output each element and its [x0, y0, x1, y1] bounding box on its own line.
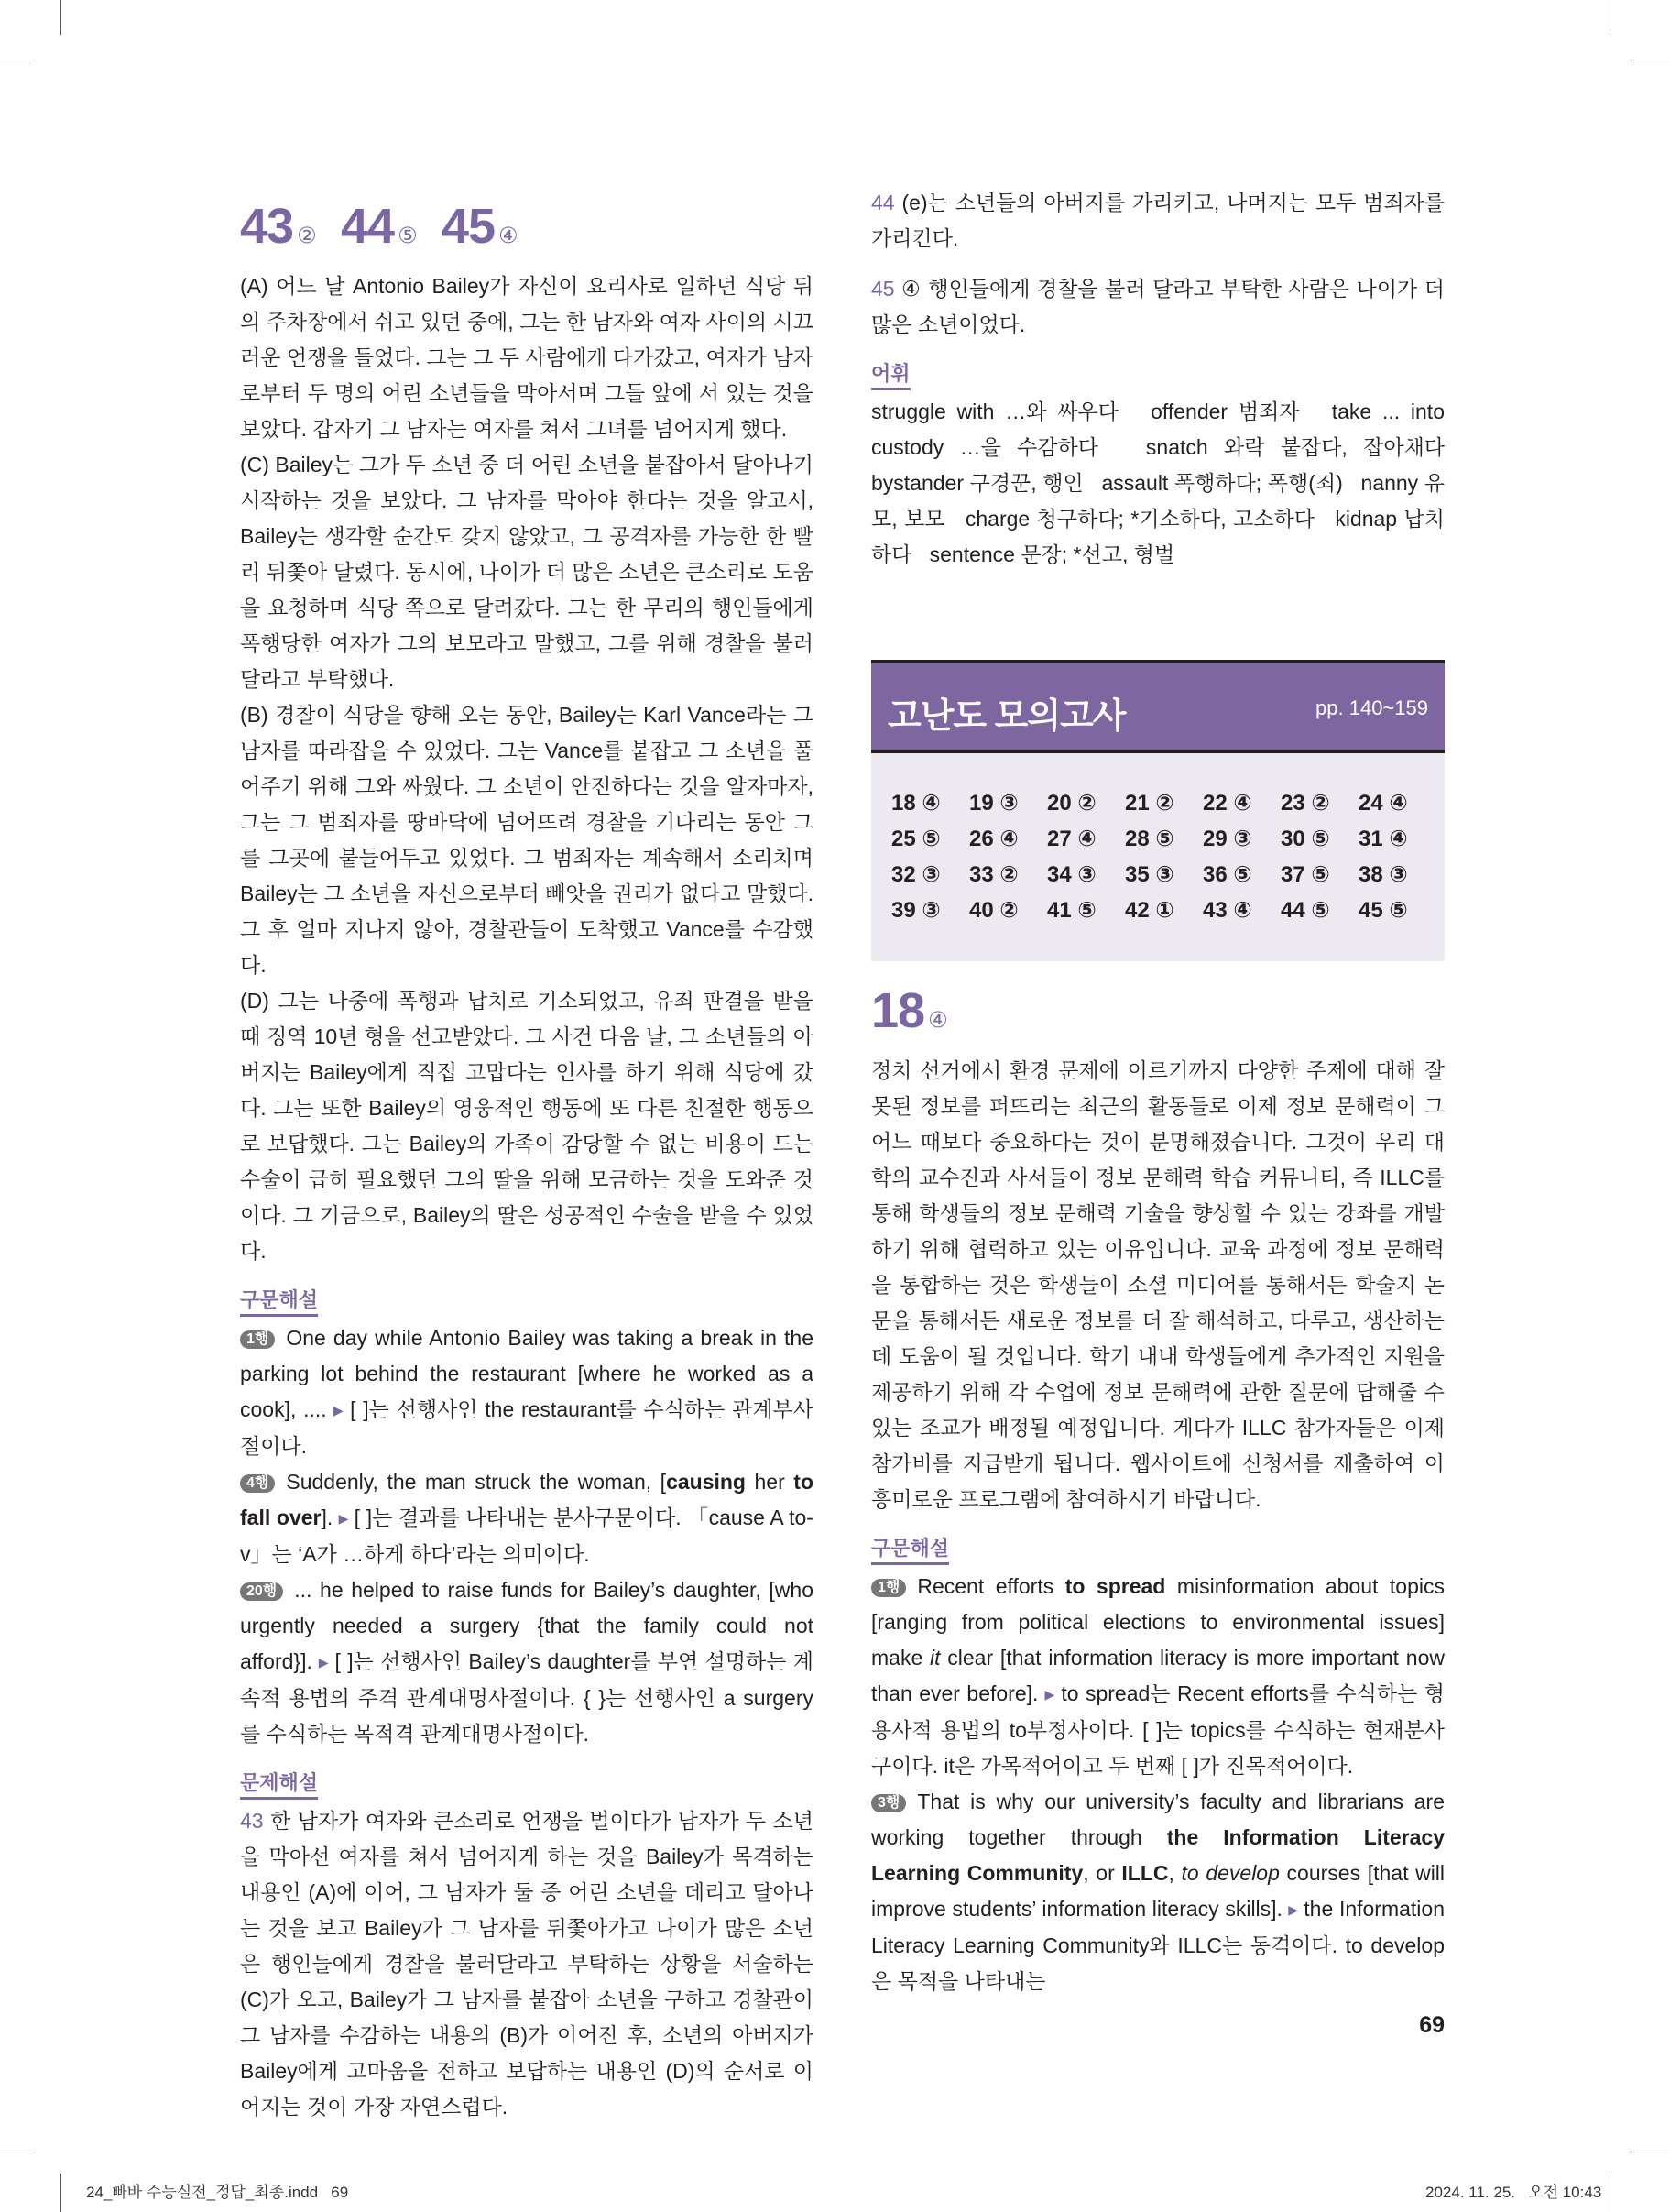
section-title-syntax: 구문해설 — [871, 1535, 949, 1565]
syntax-item — [240, 1464, 813, 1572]
syntax-sentence: courses [that will improve students’ information literacy skills]. — [871, 1861, 1446, 1921]
translation-paragraph: 정치 선거에서 환경 문제에 이르기까지 다양한 주제에 대해 잘못된 정보를 퍼뜨리는 최근의 활동들로 이제 정보 문해력이 그 어느 때보다 중요하다는 것이 분명해졌습니다. 그것이 우리 대학의 교수진과 사서들이 정보 문해력 학습 커뮤니티, 즉 ILLC를 통해 학생들의 정보 문해력 기술을 향상할 수 있는 강좌를 개발하기 위해 협력하고 있는 이유입니다. 교육 과정에 정보 문해력을 통합하는 것은 학생들이 소셜 미디어를 통해서든 학술지 논문을 통해서든 새로운 정보를 더 잘 해석하고, 다루고, 생산하는 데 도움이 될 것입니다. 학기 내내 학생들에게 추가적인 지원을 제공하기 위해 각 수업에 정보 문해력에 관한 질문에 답해줄 수 있는 조교가 배정될 예정입니다. 게다가 ILLC 참가자들은 이제 참가비를 지급받게 됩니다. 웹사이트에 신청서를 제출하여 이 흥미로운 프로그램에 참여하시기 바랍니다. — [871, 1058, 1445, 1511]
section-title-explanation: 문제해설 — [240, 1769, 318, 1800]
answer-cell: 23 ② — [1281, 791, 1330, 816]
answer-key-pages: pp. 140~159 — [1315, 696, 1428, 719]
answer-cell: 44 ⑤ — [1281, 898, 1330, 923]
bold-phrase: the Information Literacy Learning Community — [871, 1825, 1446, 1885]
answer-cell: 18 ④ — [891, 791, 941, 816]
answer-cell: 29 ③ — [1203, 827, 1252, 851]
question-number: 45 — [441, 199, 496, 254]
syntax-sentence: , or — [1083, 1861, 1122, 1885]
italic-phrase: to develop — [1181, 1861, 1280, 1885]
answer-cell: 36 ⑤ — [1203, 862, 1252, 887]
syntax-sentence: misinformation about topics [ranging from political elections to environmental issues] make — [871, 1574, 1445, 1670]
syntax-note: the Information Literacy Learning Community와 ILLC는 동격이다. to develop은 목적을 나타내는 — [871, 1897, 1445, 1993]
translation-paragraph: (C) Bailey는 그가 두 소년 중 더 어린 소년을 붙잡아서 달아나기 시작하는 것을 보았다. 그 남자를 막아야 한다는 것을 알고서, Bailey는 생각할 순간도 갖지 않았고, 그 공격자를 가능한 한 빨리 뒤쫓아 달렸다. 동시에, 나이가 더 많은 소년은 큰소리로 도움을 요청하며 식당 쪽으로 달려갔다. 그는 한 무리의 행인들에게 폭행당한 여자가 그의 보모라고 말했고, 그를 위해 경찰을 불러달라고 부탁했다. — [240, 453, 813, 691]
syntax-sentence: One day while Antonio Bailey was taking a break in the parking lot behind the restaurant [where he worked as a cook], .... — [240, 1326, 813, 1421]
bold-phrase: to fall over — [240, 1470, 813, 1529]
answer-cell: 20 ② — [1047, 791, 1097, 816]
answer-key-box — [871, 660, 1445, 961]
question-number: 43 — [240, 199, 294, 254]
answer-cell: 45 ⑤ — [1359, 898, 1408, 923]
question-number: 45 — [871, 277, 895, 301]
syntax-item — [240, 1572, 813, 1752]
line-tag: 1행 — [871, 1579, 906, 1597]
syntax-item — [871, 1569, 1445, 1784]
explanation-45 — [871, 271, 1445, 343]
answer-cell: 40 ② — [969, 898, 1019, 923]
translation-paragraph: (B) 경찰이 식당을 향해 오는 동안, Bailey는 Karl Vance라는 그 남자를 따라잡을 수 있었다. 그는 Vance를 붙잡고 그 소년을 풀어주기 위해 그와 싸웠다. 그 소년이 안전하다는 것을 알자마자, 그는 그 범죄자를 땅바닥에 넘어뜨려 경찰을 기다리는 동안 그를 그곳에 붙들어두고 있었다. 그 범죄자는 계속해서 소리치며 Bailey는 그 소년을 자신으로부터 빼앗을 권리가 없다고 말했다. 그 후 얼마 지나지 않아, 경찰관들이 도착했고 Vance를 수감했다. — [240, 703, 813, 977]
question-number: 43 — [240, 1809, 264, 1833]
syntax-item — [240, 1320, 813, 1464]
syntax-note: to spread는 Recent efforts를 수식하는 형용사적 용법의 to부정사이다. [ ]는 topics를 수식하는 현재분사구이다. it은 가목적어이고 두 번째 [ ]가 진목적어이다. — [871, 1681, 1445, 1778]
answer-cell: 41 ⑤ — [1047, 898, 1097, 923]
answer-cell: 25 ⑤ — [891, 827, 941, 851]
right-column-top — [871, 185, 1463, 573]
explanation-paragraph — [240, 1803, 813, 2125]
answer-mark: ⑤ — [398, 224, 418, 248]
arrow-icon: ▶ — [338, 1511, 349, 1526]
answer-cell: 31 ④ — [1359, 827, 1408, 851]
answer-cell: 37 ⑤ — [1281, 862, 1330, 887]
syntax-sentence: That is why our university’s faculty and librarians are working together through — [871, 1790, 1445, 1849]
syntax-sentence: ... he helped to raise funds for Bailey’s daughter, [who urgently needed a surgery {that the family could not afford}]. — [240, 1578, 813, 1673]
answer-heading — [240, 194, 813, 268]
syntax-sentence: Suddenly, the man struck the woman, [ — [286, 1470, 667, 1494]
answer-cell: 43 ④ — [1203, 898, 1252, 923]
line-tag: 4행 — [240, 1474, 275, 1493]
answer-key-title: 고난도 모의고사 — [888, 697, 1126, 736]
answer-cell: 32 ③ — [891, 862, 941, 887]
answer-grid — [891, 788, 1436, 925]
answer-cell: 39 ③ — [891, 898, 941, 923]
answer-mark: ④ — [498, 224, 518, 248]
syntax-item — [871, 1784, 1445, 1999]
line-tag: 3행 — [871, 1794, 906, 1812]
answer-cell: 21 ② — [1125, 791, 1174, 816]
arrow-icon: ▶ — [1043, 1687, 1056, 1702]
answer-heading-18 — [871, 979, 1445, 1053]
italic-phrase: it — [930, 1646, 941, 1670]
bold-phrase: causing — [666, 1470, 746, 1494]
answer-cell: 30 ⑤ — [1281, 827, 1330, 851]
answer-cell: 42 ① — [1125, 898, 1174, 923]
answer-cell: 38 ③ — [1359, 862, 1408, 887]
answer-cell: 24 ④ — [1359, 791, 1408, 816]
bold-phrase: to spread — [1064, 1574, 1166, 1598]
explanation-text: (e)는 소년들의 아버지를 가리키고, 나머지는 모두 범죄자를 가리킨다. — [871, 191, 1445, 250]
syntax-sentence: her — [745, 1470, 794, 1494]
answer-cell: 33 ② — [969, 862, 1019, 887]
answer-mark: ④ — [928, 1008, 948, 1033]
section-title-syntax: 구문해설 — [240, 1287, 318, 1317]
syntax-note: [ ]는 결과를 나타내는 분사구문이다. 「cause A to-v」는 ‘A가 …하게 하다’라는 의미이다. — [240, 1506, 813, 1566]
answer-cell: 19 ③ — [969, 791, 1019, 816]
answer-cell: 34 ③ — [1047, 862, 1097, 887]
translation-paragraph: (A) 어느 날 Antonio Bailey가 자신이 요리사로 일하던 식당 뒤의 주차장에서 쉬고 있던 중에, 그는 한 남자와 여자 사이의 시끄러운 언쟁을 들었다. 그는 그 두 사람에게 다가갔고, 여자가 남자로부터 두 명의 어린 소년들을 막아서며 그들 앞에 서 있는 것을 보았다. 갑자기 그 남자는 여자를 쳐서 그녀를 넘어지게 했다. — [240, 274, 813, 441]
vocabulary-list: struggle with …와 싸우다 offender 범죄자 take ... into custody …을 수감하다 snatch 와락 붙잡다, 잡아채다 bystander 구경꾼, 행인 assault 폭행하다; 폭행(죄) nanny 유모, 보모 charge 청구하다; *기소하다, 고소하다 kidnap 납치하다 sentence 문장; *선고, 형벌 — [871, 400, 1463, 566]
answer-cell: 35 ③ — [1125, 862, 1174, 887]
answer-mark: ② — [297, 224, 317, 248]
answer-key-header — [871, 660, 1445, 753]
question-number: 18 — [871, 983, 925, 1038]
page-number: 69 — [1419, 2012, 1445, 2038]
syntax-sentence: Recent efforts — [917, 1574, 1065, 1598]
line-tag: 20행 — [240, 1582, 283, 1601]
answer-cell: 26 ④ — [969, 827, 1019, 851]
question-number: 44 — [340, 199, 395, 254]
right-column-bottom — [871, 979, 1445, 1999]
syntax-sentence: clear [that information literacy is more important now than ever before]. — [871, 1646, 1445, 1705]
answer-cell: 27 ④ — [1047, 827, 1097, 851]
question-number: 44 — [871, 191, 895, 214]
arrow-icon: ▶ — [332, 1403, 345, 1418]
line-tag: 1행 — [240, 1330, 275, 1349]
arrow-icon: ▶ — [317, 1655, 330, 1670]
answer-cell: 28 ⑤ — [1125, 827, 1174, 851]
syntax-note: [ ]는 선행사인 Bailey’s daughter를 부연 설명하는 계속적 용법의 주격 관계대명사절이다. { }는 선행사인 a surgery를 수식하는 목적격 관계대명사절이다. — [240, 1649, 813, 1746]
syntax-sentence: ]. — [321, 1506, 333, 1529]
syntax-note: [ ]는 선행사인 the restaurant를 수식하는 관계부사절이다. — [240, 1397, 813, 1458]
footer-filename: 24_빠바 수능실전_정답_최종.indd 69 — [86, 2184, 349, 2201]
section-title-vocab: 어휘 — [871, 360, 911, 390]
footer-timestamp: 2024. 11. 25. 오전 10:43 — [1425, 2184, 1602, 2201]
arrow-icon: ▶ — [1287, 1902, 1299, 1917]
explanation-text: ④ 행인들에게 경찰을 불러 달라고 부탁한 사람은 나이가 더 많은 소년이었다. — [871, 277, 1445, 336]
syntax-sentence: , — [1168, 1861, 1182, 1885]
translation-paragraph: (D) 그는 나중에 폭행과 납치로 기소되었고, 유죄 판결을 받을 때 징역 10년 형을 선고받았다. 그 사건 다음 날, 그 소년들의 아버지는 Bailey에게 직접 고맙다는 인사를 하기 위해 식당에 갔다. 그는 또한 Bailey의 영웅적인 행동에 또 다른 친절한 행동으로 보답했다. 그는 Bailey의 가족이 감당할 수 없는 비용이 드는 수술이 급히 필요했던 그의 딸을 위해 모금하는 것을 도와준 것이다. 그 기금으로, Bailey의 딸은 성공적인 수술을 받을 수 있었다. — [240, 989, 813, 1263]
explanation-44 — [871, 185, 1445, 257]
explanation-text: 한 남자가 여자와 큰소리로 언쟁을 벌이다가 남자가 두 소년을 막아선 여자를 쳐서 넘어지게 하는 것을 Bailey가 목격하는 내용인 (A)에 이어, 그 남자가 둘 중 어린 소년을 데리고 달아나는 것을 보고 Bailey가 그 남자를 뒤쫓아가고 나이가 많은 소년은 행인들에게 경찰을 불러달라고 부탁하는 상황을 서술하는 (C)가 오고, Bailey가 그 남자를 붙잡아 소년을 구하고 경찰관이 그 남자를 수감하는 내용의 (B)가 이어진 후, 소년의 아버지가 Bailey에게 고마움을 전하고 보답하는 내용인 (D)의 순서로 이어지는 것이 가장 자연스럽다. — [240, 1809, 813, 2119]
left-column — [240, 194, 813, 2125]
crop-mark — [60, 2174, 61, 2212]
bold-phrase: ILLC — [1121, 1861, 1169, 1885]
crop-mark — [60, 0, 61, 35]
answer-cell: 22 ④ — [1203, 791, 1252, 816]
